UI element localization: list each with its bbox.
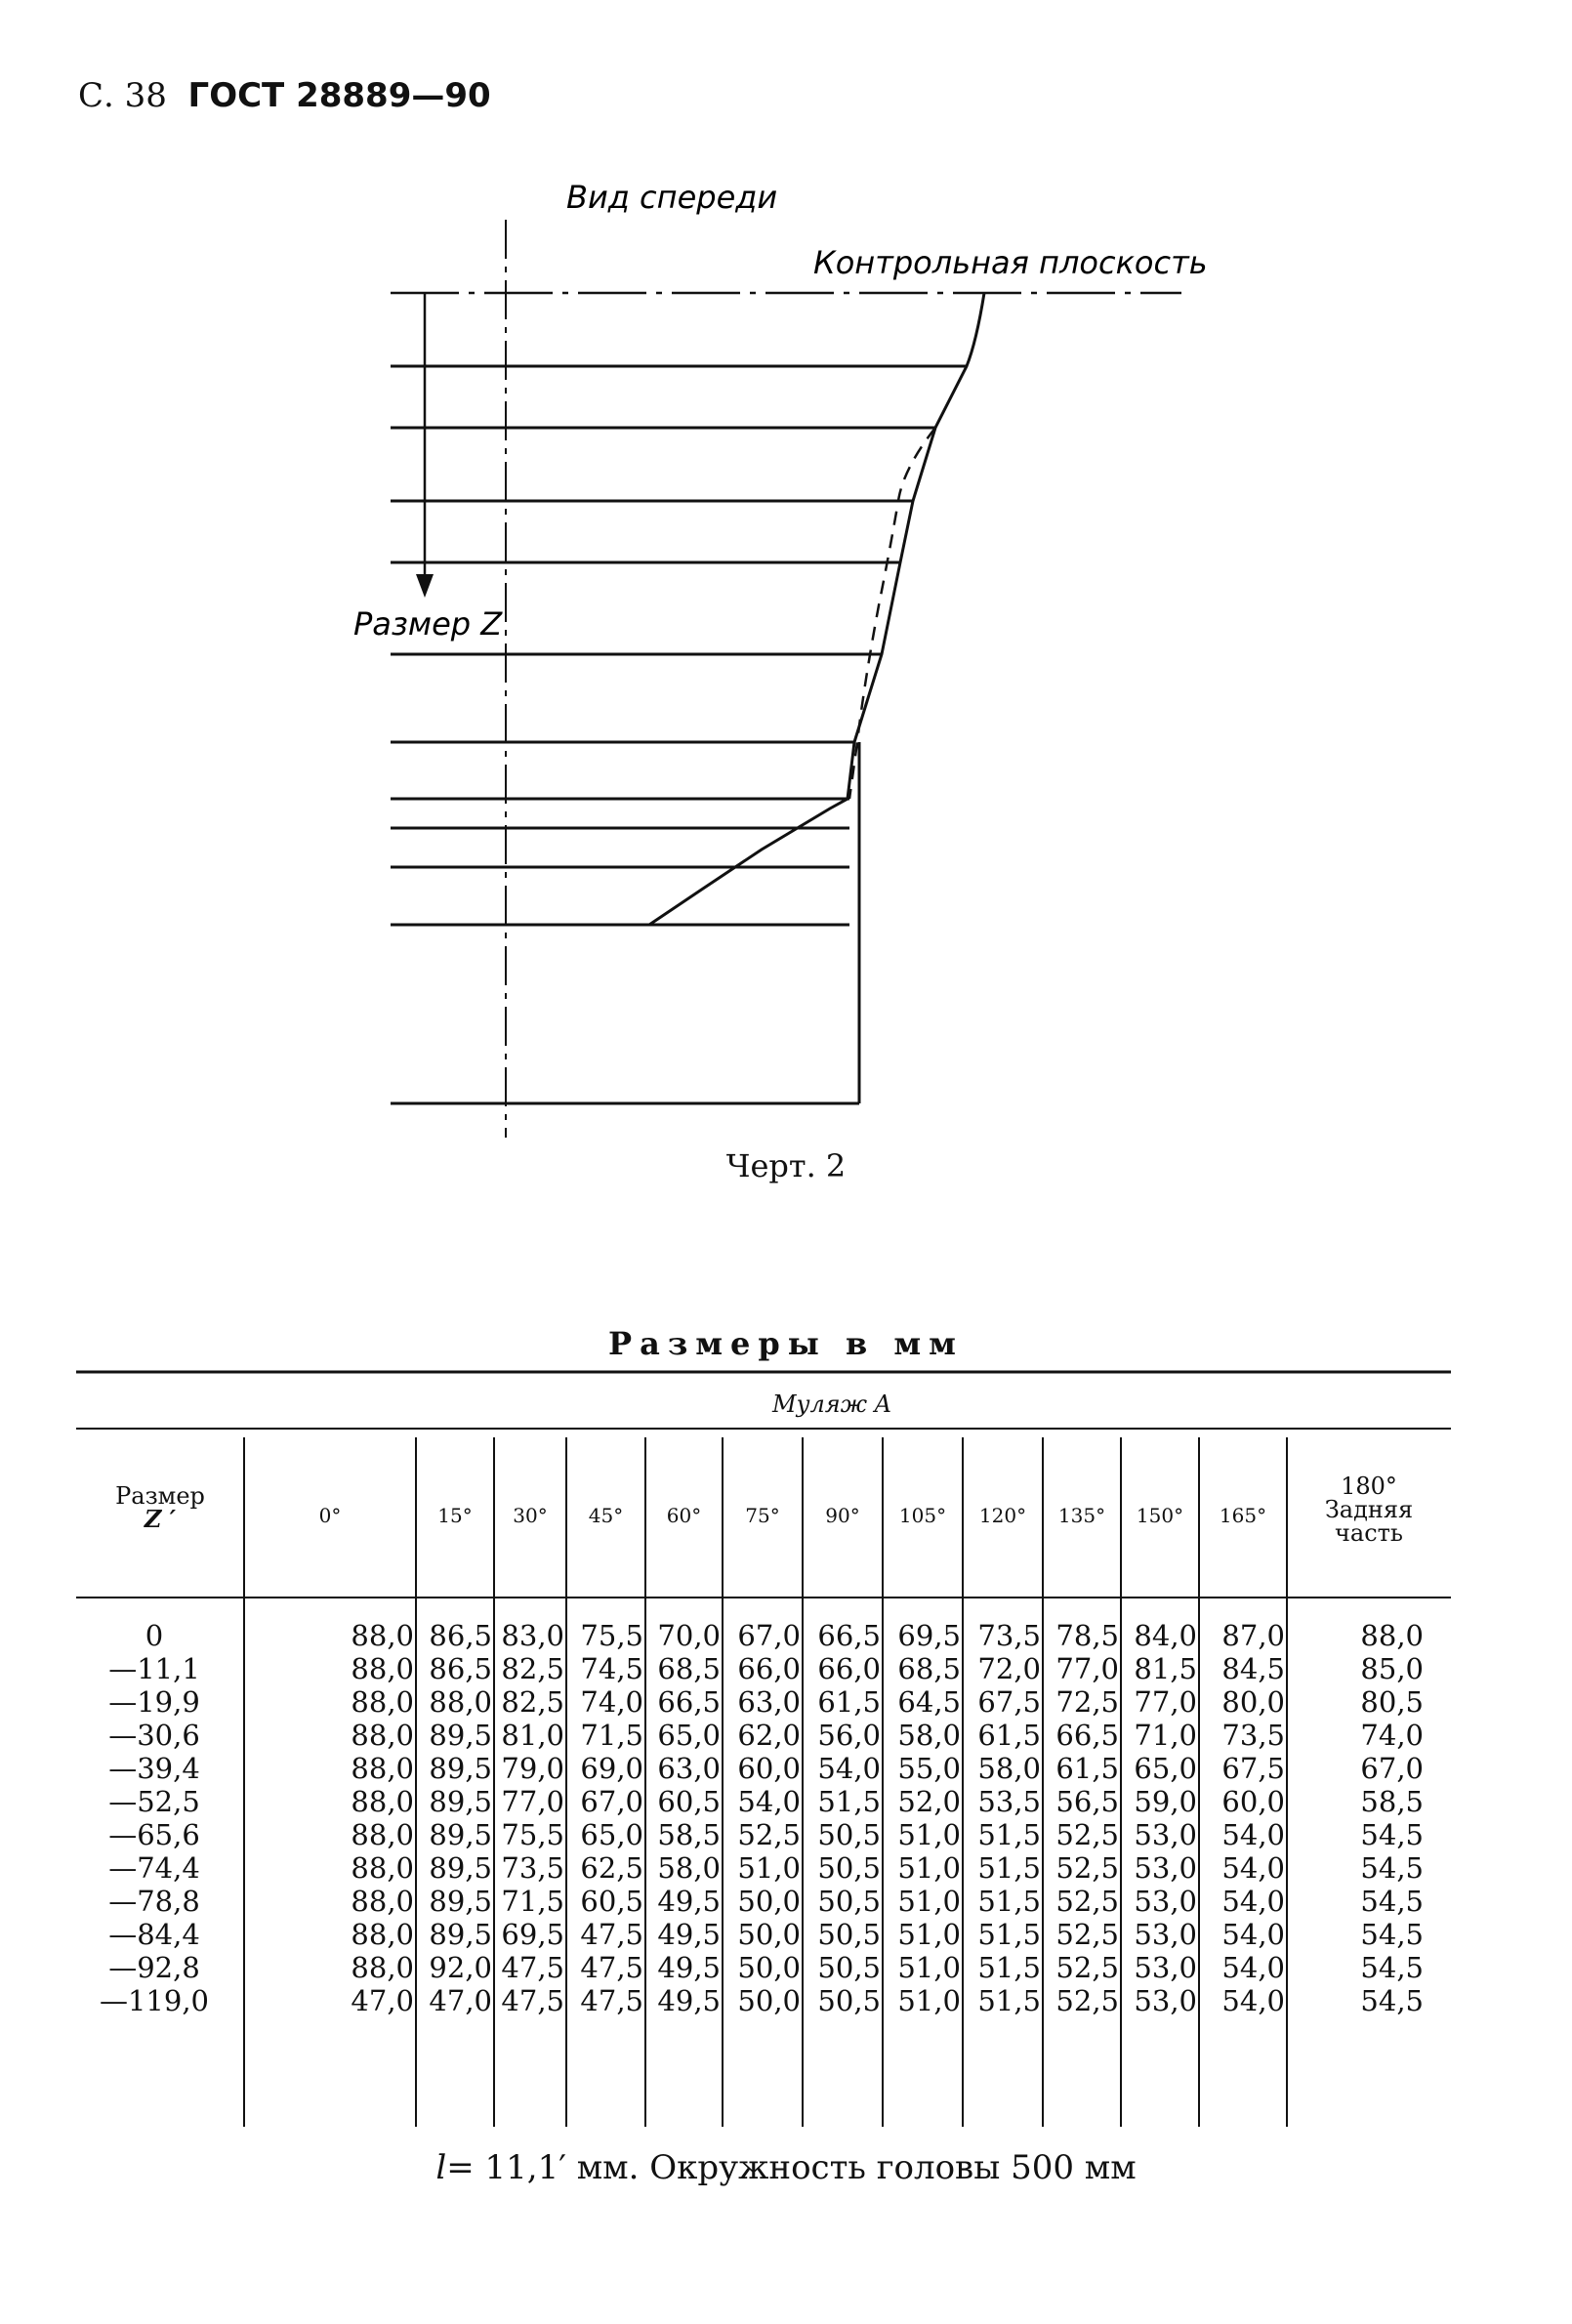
table-cell: 89,5 [429,1719,492,1752]
table-cell: 53,0 [1134,1984,1197,2017]
table-cell: 52,5 [1055,1951,1119,1984]
table-cell: 52,5 [1055,1818,1119,1851]
table-cell: 74,0 [580,1685,643,1719]
table-cell: 78,5 [1055,1619,1119,1652]
table-cell: 51,5 [817,1785,881,1818]
table-cell: 74,5 [580,1652,643,1685]
table-cell: 54,0 [1221,1951,1285,1984]
table-cell: 79,0 [501,1752,564,1785]
table-cell: 68,5 [897,1652,961,1685]
table-cell: 59,0 [1134,1785,1197,1818]
table-cell: 75,5 [580,1619,643,1652]
table-cell: 63,0 [737,1685,801,1719]
table-cell: 65,0 [1134,1752,1197,1785]
angle-header: 30° [513,1504,548,1527]
back-header-line-2: Задняя [1324,1496,1414,1523]
table-cell: 50,5 [817,1984,881,2017]
table-cell: 65,0 [657,1719,721,1752]
dimensions-table [76,1367,1451,2134]
table-cell: 53,0 [1134,1818,1197,1851]
table-cell: 88,0 [351,1719,414,1752]
table-cell: 53,5 [977,1785,1041,1818]
table-cell: 50,0 [737,1885,801,1918]
table-cell: 51,5 [977,1885,1041,1918]
table-cell: 51,5 [977,1851,1041,1885]
z-value: 0 [145,1619,164,1652]
table-cell: 54,5 [1360,1951,1424,1984]
table-cell: 81,0 [501,1719,564,1752]
table-cell: 47,5 [580,1918,643,1951]
table-cell: 88,0 [351,1851,414,1885]
table-cell: 89,5 [429,1818,492,1851]
table-cell: 77,0 [501,1785,564,1818]
table-cell: 80,0 [1221,1685,1285,1719]
table-cell: 53,0 [1134,1885,1197,1918]
table-cell: 66,0 [737,1652,801,1685]
table-cell: 51,5 [977,1918,1041,1951]
table-cell: 61,5 [977,1719,1041,1752]
table-cell: 50,0 [737,1984,801,2017]
table-cell: 50,5 [817,1951,881,1984]
table-cell: 62,0 [737,1719,801,1752]
table-cell: 82,5 [501,1652,564,1685]
table-cell: 47,5 [501,1984,564,2017]
table-cell: 51,5 [977,1818,1041,1851]
table-cell: 47,5 [580,1984,643,2017]
z-value: —74,4 [108,1851,200,1885]
table-cell: 66,5 [1055,1719,1119,1752]
table-cell: 71,5 [580,1719,643,1752]
table-cell: 58,5 [657,1818,721,1851]
table-cell: 51,0 [897,1951,961,1984]
angle-header: 150° [1136,1504,1184,1527]
angle-header: 165° [1219,1504,1267,1527]
table-cell: 54,0 [737,1785,801,1818]
table-cell: 54,5 [1360,1918,1424,1951]
z-value: —30,6 [108,1719,200,1752]
back-header-line-3: часть [1335,1519,1403,1547]
table-cell: 51,0 [897,1918,961,1951]
table-cell: 51,0 [897,1984,961,2017]
table-cell: 77,0 [1055,1652,1119,1685]
table-cell: 52,0 [897,1785,961,1818]
table-cell: 54,5 [1360,1984,1424,2017]
table-cell: 50,5 [817,1818,881,1851]
table-cell: 88,0 [1360,1619,1424,1652]
row-header [76,1484,244,1531]
table-cell: 67,0 [737,1619,801,1652]
table-cell: 72,0 [977,1652,1041,1685]
table-cell: 50,5 [817,1885,881,1918]
row-header-line-2: Z ′ [144,1505,177,1533]
z-value: —52,5 [108,1785,200,1818]
angle-header: 0° [318,1504,342,1527]
group-header: Муляж A [772,1390,891,1418]
table-cell: 58,5 [1360,1785,1424,1818]
table-cell: 77,0 [1134,1685,1197,1719]
table-cell: 70,0 [657,1619,721,1652]
table-units-title: Размеры в мм [608,1325,964,1362]
table-cell: 66,5 [817,1619,881,1652]
table-cell: 88,0 [351,1785,414,1818]
z-value: —19,9 [108,1685,200,1719]
z-value: —92,8 [108,1951,200,1984]
table-cell: 49,5 [657,1951,721,1984]
table-cell: 83,0 [501,1619,564,1652]
table-cell: 85,0 [1360,1652,1424,1685]
z-value: —11,1 [108,1652,200,1685]
table-cell: 56,0 [817,1719,881,1752]
table-cell: 69,5 [501,1918,564,1951]
table-cell: 88,0 [351,1752,414,1785]
table-cell: 69,0 [580,1752,643,1785]
table-cell: 47,5 [501,1951,564,1984]
table-cell: 72,5 [1055,1685,1119,1719]
table-cell: 88,0 [351,1685,414,1719]
table-cell: 64,5 [897,1685,961,1719]
table-cell: 89,5 [429,1918,492,1951]
table-cell: 61,5 [817,1685,881,1719]
table-cell: 56,5 [1055,1785,1119,1818]
z-value: —39,4 [108,1752,200,1785]
table-cell: 92,0 [429,1951,492,1984]
angle-header: 60° [666,1504,702,1527]
table-cell: 54,5 [1360,1818,1424,1851]
back-header [1287,1474,1451,1545]
back-header-line-1: 180° [1341,1473,1397,1500]
table-cell: 73,5 [977,1619,1041,1652]
table-cell: 54,5 [1360,1851,1424,1885]
table-cell: 52,5 [1055,1984,1119,2017]
table-cell: 54,0 [817,1752,881,1785]
z-value: —65,6 [108,1818,200,1851]
table-cell: 51,0 [897,1851,961,1885]
table-cell: 89,5 [429,1851,492,1885]
table-cell: 84,5 [1221,1652,1285,1685]
row-header-line-1: Размер [115,1482,205,1510]
table-cell: 88,0 [351,1818,414,1851]
table-cell: 52,5 [1055,1918,1119,1951]
table-cell: 51,5 [977,1984,1041,2017]
angle-header: 90° [825,1504,860,1527]
table-cell: 54,0 [1221,1984,1285,2017]
table-cell: 54,0 [1221,1918,1285,1951]
view-label: Вид спереди [566,179,778,216]
table-cell: 71,0 [1134,1719,1197,1752]
footnote-l-symbol: l [435,2148,447,2187]
table-cell: 73,5 [1221,1719,1285,1752]
table-cell: 65,0 [580,1818,643,1851]
table-cell: 86,5 [429,1652,492,1685]
dimension-z-label: Размер Z [353,605,503,643]
table-cell: 55,0 [897,1752,961,1785]
table-cell: 71,5 [501,1885,564,1918]
table-cell: 87,0 [1221,1619,1285,1652]
table-footnote [0,2148,1572,2187]
table-cell: 58,0 [657,1851,721,1885]
table-cell: 50,5 [817,1918,881,1951]
table-cell: 49,5 [657,1918,721,1951]
table-cell: 51,0 [737,1851,801,1885]
table-cell: 66,0 [817,1652,881,1685]
table-cell: 50,0 [737,1918,801,1951]
table-cell: 60,0 [737,1752,801,1785]
table-cell: 50,0 [737,1951,801,1984]
table-cell: 84,0 [1134,1619,1197,1652]
front-view-drawing [0,0,1572,1142]
table-cell: 53,0 [1134,1918,1197,1951]
table-cell: 81,5 [1134,1652,1197,1685]
table-cell: 68,5 [657,1652,721,1685]
table-cell: 67,0 [1360,1752,1424,1785]
table-cell: 67,0 [580,1785,643,1818]
table-cell: 54,0 [1221,1851,1285,1885]
table-cell: 63,0 [657,1752,721,1785]
table-cell: 58,0 [977,1752,1041,1785]
angle-header: 45° [588,1504,624,1527]
footnote-text: = 11,1′ мм. Окружность головы 500 мм [446,2148,1137,2187]
control-plane-label: Контрольная плоскость [813,244,1208,281]
standard-code: ГОСТ 28889—90 [187,76,491,115]
table-cell: 50,5 [817,1851,881,1885]
table-cell: 88,0 [351,1951,414,1984]
table-cell: 54,5 [1360,1885,1424,1918]
table-cell: 88,0 [351,1885,414,1918]
table-cell: 61,5 [1055,1752,1119,1785]
z-value: —119,0 [99,1984,210,2017]
table-cell: 86,5 [429,1619,492,1652]
table-cell: 47,5 [580,1951,643,1984]
angle-header: 75° [745,1504,780,1527]
table-cell: 52,5 [737,1818,801,1851]
table-cell: 53,0 [1134,1851,1197,1885]
table-cell: 66,5 [657,1685,721,1719]
z-value: —78,8 [108,1885,200,1918]
table-cell: 75,5 [501,1818,564,1851]
table-cell: 51,5 [977,1951,1041,1984]
table-cell: 52,5 [1055,1851,1119,1885]
table-cell: 88,0 [351,1619,414,1652]
z-value: —84,4 [108,1918,200,1951]
table-cell: 88,0 [429,1685,492,1719]
table-cell: 54,0 [1221,1885,1285,1918]
table-cell: 60,5 [580,1885,643,1918]
table-cell: 49,5 [657,1885,721,1918]
table-cell: 53,0 [1134,1951,1197,1984]
table-cell: 73,5 [501,1851,564,1885]
table-cell: 80,5 [1360,1685,1424,1719]
page-number: С. 38 [78,76,167,115]
table-cell: 88,0 [351,1652,414,1685]
angle-header: 105° [898,1504,947,1527]
table-cell: 89,5 [429,1785,492,1818]
table-cell: 60,5 [657,1785,721,1818]
table-cell: 47,0 [429,1984,492,2017]
table-cell: 51,0 [897,1885,961,1918]
table-cell: 47,0 [351,1984,414,2017]
table-cell: 67,5 [977,1685,1041,1719]
angle-header: 135° [1057,1504,1106,1527]
table-cell: 58,0 [897,1719,961,1752]
table-cell: 89,5 [429,1885,492,1918]
figure-caption: Черт. 2 [725,1147,847,1184]
table-cell: 69,5 [897,1619,961,1652]
angle-header: 15° [437,1504,473,1527]
table-cell: 54,0 [1221,1818,1285,1851]
table-cell: 88,0 [351,1918,414,1951]
table-cell: 89,5 [429,1752,492,1785]
table-cell: 67,5 [1221,1752,1285,1785]
table-cell: 49,5 [657,1984,721,2017]
angle-header: 120° [978,1504,1027,1527]
table-cell: 60,0 [1221,1785,1285,1818]
table-cell: 52,5 [1055,1885,1119,1918]
table-cell: 74,0 [1360,1719,1424,1752]
table-cell: 62,5 [580,1851,643,1885]
table-cell: 82,5 [501,1685,564,1719]
table-cell: 51,0 [897,1818,961,1851]
